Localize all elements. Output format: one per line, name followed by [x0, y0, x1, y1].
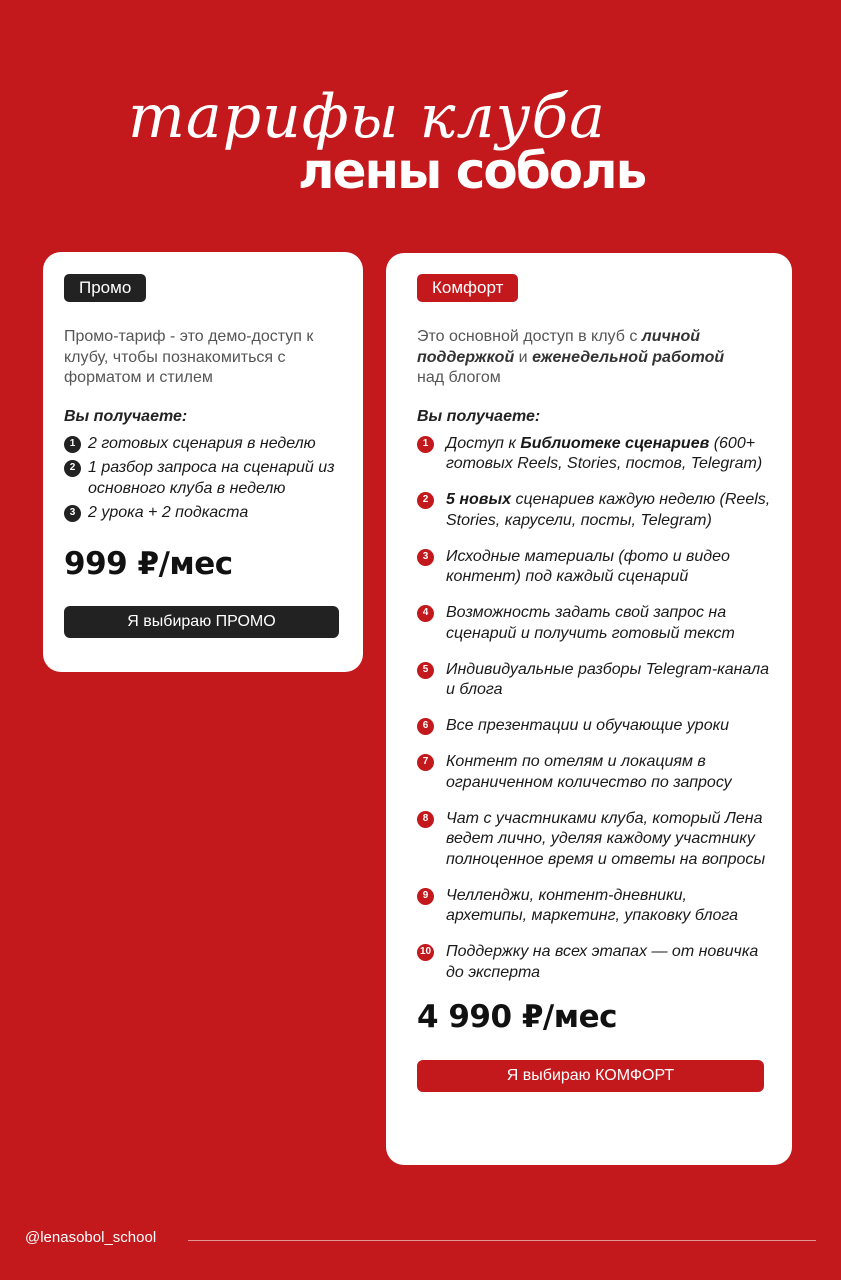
- comfort-feature-text: Чат с участниками клуба, который Лена ведет лично, уделяя каждому участнику полноценное время и ответы на вопросы: [446, 809, 766, 868]
- promo-feature-item: [64, 434, 343, 455]
- promo-badge: Промо: [64, 274, 146, 302]
- choose-comfort-button[interactable]: Я выбираю КОМФОРТ: [417, 1060, 764, 1092]
- comfort-feature-item: [417, 752, 772, 793]
- comfort-feature-item: [417, 434, 772, 475]
- comfort-feature-item: [417, 490, 772, 531]
- promo-feature-item: [64, 503, 343, 524]
- comfort-price: 4 990 ₽/мес: [417, 998, 617, 1035]
- comfort-feature-item: [417, 942, 772, 983]
- number-badge-icon: 9: [417, 888, 434, 905]
- comfort-feature-item: [417, 660, 772, 701]
- feature-text-part: (600+ готовых Reels, Stories, постов, Telegram): [446, 434, 763, 472]
- promo-description: Промо-тариф - это демо-доступ к клубу, чтобы познакомиться с форматом и стилем: [64, 328, 314, 386]
- feature-text-part: Доступ к: [446, 434, 521, 452]
- footer-divider: [188, 1240, 816, 1241]
- comfort-badge: Комфорт: [417, 274, 518, 302]
- comfort-feature-text: Все презентации и обучающие уроки: [446, 717, 730, 734]
- number-badge-icon: 3: [64, 505, 81, 522]
- comfort-description: [417, 327, 772, 389]
- promo-feature-item: [64, 458, 343, 499]
- promo-subhead: Вы получаете:: [64, 407, 188, 425]
- title-bold: лены соболь: [298, 142, 646, 200]
- comfort-feature-item: [417, 547, 772, 588]
- promo-card: [43, 252, 363, 672]
- comfort-feature-text: Индивидуальные разборы Telegram-канала и блога: [446, 660, 770, 698]
- number-badge-icon: 7: [417, 754, 434, 771]
- comfort-feature-text: [446, 434, 772, 475]
- desc-bold: еженедельной работой: [532, 348, 725, 366]
- comfort-feature-text: Возможность задать свой запрос на сценарий и получить готовый текст: [446, 604, 735, 642]
- number-badge-icon: 5: [417, 662, 434, 679]
- number-badge-icon: 8: [417, 811, 434, 828]
- comfort-feature-item: [417, 716, 772, 737]
- number-badge-icon: 3: [417, 549, 434, 566]
- comfort-feature-text: [446, 490, 772, 531]
- comfort-feature-item: [417, 886, 772, 927]
- promo-feature-text: 2 готовых сценария в неделю: [88, 434, 316, 452]
- feature-text-bold: Библиотеке сценариев: [520, 434, 710, 452]
- title-script: тарифы клуба: [128, 82, 606, 152]
- desc-bold: личной поддержкой: [417, 328, 701, 366]
- comfort-feature-text: Челленджи, контент-дневники, архетипы, маркетинг, упаковку блога: [446, 886, 739, 924]
- comfort-feature-item: [417, 603, 772, 644]
- promo-feature-text: 2 урока + 2 подкаста: [88, 504, 249, 521]
- feature-text-part: сценариев каждую неделю (Reels, Stories, карусели, посты, Telegram): [446, 491, 771, 529]
- comfort-feature-text: Поддержку на всех этапах — от новичка до эксперта: [446, 943, 759, 981]
- number-badge-icon: 2: [417, 492, 434, 509]
- number-badge-icon: 1: [417, 436, 434, 453]
- number-badge-icon: 4: [417, 605, 434, 622]
- footer-handle: @lenasobol_school: [25, 1229, 157, 1246]
- desc-text: и: [514, 348, 533, 366]
- choose-promo-button[interactable]: Я выбираю ПРОМО: [64, 606, 339, 638]
- number-badge-icon: 2: [64, 460, 81, 477]
- promo-feature-list: [64, 434, 343, 524]
- comfort-feature-text: Контент по отелям и локациям в ограниченном количество по запросу: [446, 753, 732, 791]
- comfort-subhead: Вы получаете:: [417, 407, 541, 425]
- comfort-feature-item: [417, 809, 772, 871]
- comfort-feature-text: Исходные материалы (фото и видео контент) под каждый сценарий: [446, 547, 730, 585]
- number-badge-icon: 6: [417, 718, 434, 735]
- comfort-card: [386, 253, 792, 1165]
- promo-price: 999 ₽/мес: [64, 545, 233, 582]
- desc-text: над блогом: [417, 369, 501, 386]
- promo-feature-text: 1 разбор запроса на сценарий из основного клуба в неделю: [88, 459, 335, 497]
- desc-text: Это основной доступ в клуб с: [417, 328, 642, 345]
- number-badge-icon: 1: [64, 436, 81, 453]
- comfort-feature-list: [417, 434, 772, 984]
- feature-text-bold: 5 новых: [446, 491, 512, 508]
- number-badge-icon: 10: [417, 944, 434, 961]
